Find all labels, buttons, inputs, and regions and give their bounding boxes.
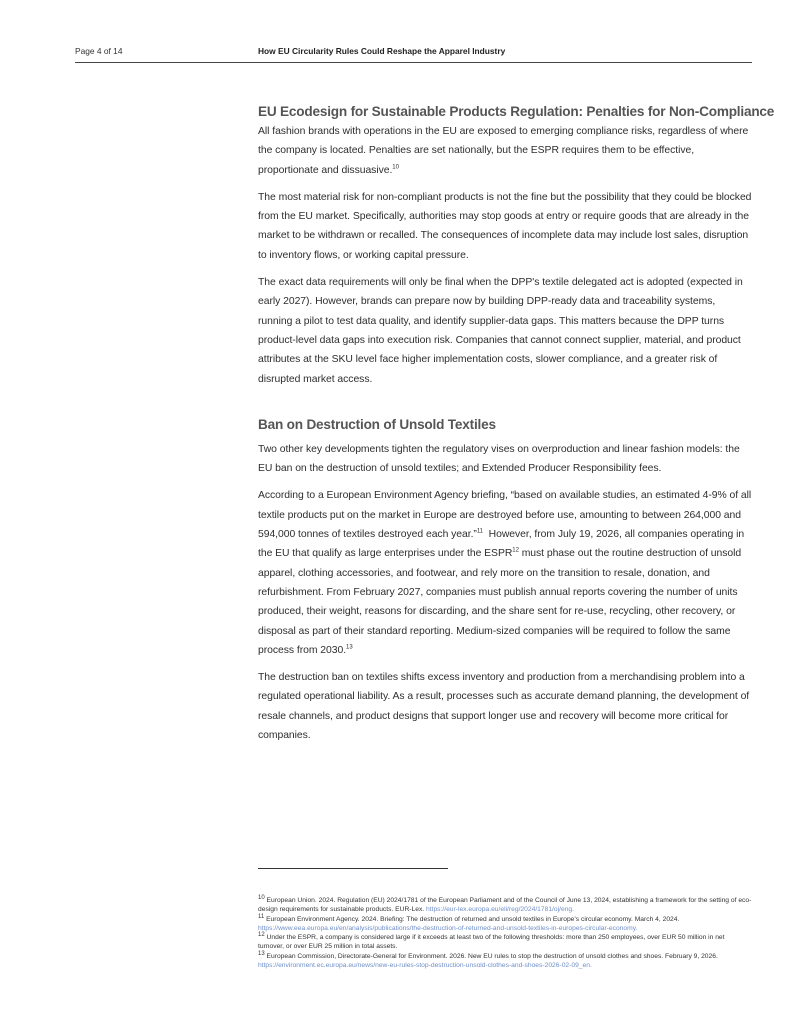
page-number: Page 4 of 14 [75,46,123,56]
paragraph: The most material risk for non-compliant products is not the fine but the possibility that they could be blocked from the EU market. Specifically, authorities may stop goods at entry or require goods that are already in the market to be withdrawn or recalled. The consequences of incomplete data may include lost sales, disruption to inventory flows, or working capital pressure. [258,191,752,261]
footnote: $^{13}$ European Commission, Directorate-General for Environment. 2026. New EU rules to stop the destruction of unsold clothes and shoes. February 9, 2026. https://environment.ec.europa.eu/news/new-eu-rules-stop-destruction-unsold-clothes-and-shoes-2026-02-09_en. [258,950,718,970]
footnote-divider [258,868,448,869]
footnote: $^{10}$ European Union. 2024. Regulation (EU) 2024/1781 of the European Parliament and of the Council of June 13, 2024, establishing a framework for the setting of eco-design requirements for sustainable products. EUR-Lex. https://eur-lex.europa.eu/eli/reg/2024/1781/oj/eng. [258,894,752,914]
main-content [258,100,775,753]
section-destruction-ban [258,415,752,745]
paragraph: The destruction ban on textiles shifts excess inventory and production from a merchandising problem into a regulated operational liability. As a result, processes such as accurate demand planning, the development of resale channels, and product designs that support longer use and recovery will become more critical for companies. [258,672,750,742]
page-header [75,44,752,63]
footnote: $^{12}$ Under the ESPR, a company is considered large if it exceeds at least two of the following thresholds: more than 250 employees, over EUR 50 million in net turnover, or over EUR 25 million in total assets. [258,931,725,951]
footnote-ref[interactable]: 10 [392,164,399,171]
paragraph: According to a European Environment Agency briefing, “based on available studies, an estimated 4-9% of all textile products put on the market in Europe are destroyed before use, amounting to between 264,000 and 594,000 tonnes of textiles destroyed each year.”$^{11}$ However, from July 19, 2026, all companies operating in the EU that qualify as large enterprises under the ESPR$^{12}$ must phase out the routine destruction of unsold apparel, clothing accessories, and footwear, and rely more on the transition to resale, donation, and refurbishment. From February 2027, companies must publish annual reports covering the number of units produced, their weight, reasons for discarding, and the share sent for re-use, recycling, other recovery, or disposal as part of their standard reporting. Medium-sized companies will be required to follow the same process from 2030.13 [258,490,752,656]
footnote-link[interactable]: https://environment.ec.europa.eu/news/new-eu-rules-stop-destruction-unsold-clothes-and-shoes-2026-02-09_en. [258,962,592,970]
footnotes [258,896,752,970]
section-espr-penalties [258,102,775,389]
paragraph: All fashion brands with operations in the EU are exposed to emerging compliance risks, regardless of where the company is located. Penalties are set nationally, but the ESPR requires them to be effective, proportionate and dissuasive.$^{10}$ [258,126,749,176]
paragraph: The exact data requirements will only be final when the DPP's textile delegated act is adopted (expected in early 2027). However, brands can prepare now by building DPP-ready data and traceability systems, running a pilot to test data quality, and identify supplier-data gaps. This matters because the DPP turns product-level data gaps into execution risk. Companies that cannot connect supplier, material, and product attributes at the SKU level face higher implementation costs, slower compliance, and a greater risk of disrupted market access. [258,277,743,385]
section-title: Ban on Destruction of Unsold Textiles [258,416,496,432]
section-title: EU Ecodesign for Sustainable Products Regulation: Penalties for Non-Compliance [258,104,775,119]
footnote-ref[interactable]: 11 [476,528,483,535]
footnote: $^{11}$ European Environment Agency. 2024. Briefing: The destruction of returned and unsold textiles in Europe’s circular economy. March 4, 2024. https://www.eea.europa.eu/en/analysis/publications/the-destruction-of-returned-and-unsold-textiles-in-europes-circular-economy. [258,913,680,932]
paragraph: Two other key developments tighten the regulatory vises on overproduction and linear fashion models: the EU ban on the destruction of unsold textiles; and Extended Producer Responsibility fees. [258,443,740,475]
footnote-link[interactable]: https://www.eea.europa.eu/en/analysis/publications/the-destruction-of-returned-and-unsold-textiles-in-europes-circular-economy. [258,924,638,932]
footnote-ref[interactable]: 12 [512,547,519,554]
document-title: How EU Circularity Rules Could Reshape the Apparel Industry [258,46,506,56]
footnote-ref[interactable]: 13 [346,644,353,651]
footnote-link[interactable]: https://eur-lex.europa.eu/eli/reg/2024/1781/oj/eng. [426,906,574,914]
